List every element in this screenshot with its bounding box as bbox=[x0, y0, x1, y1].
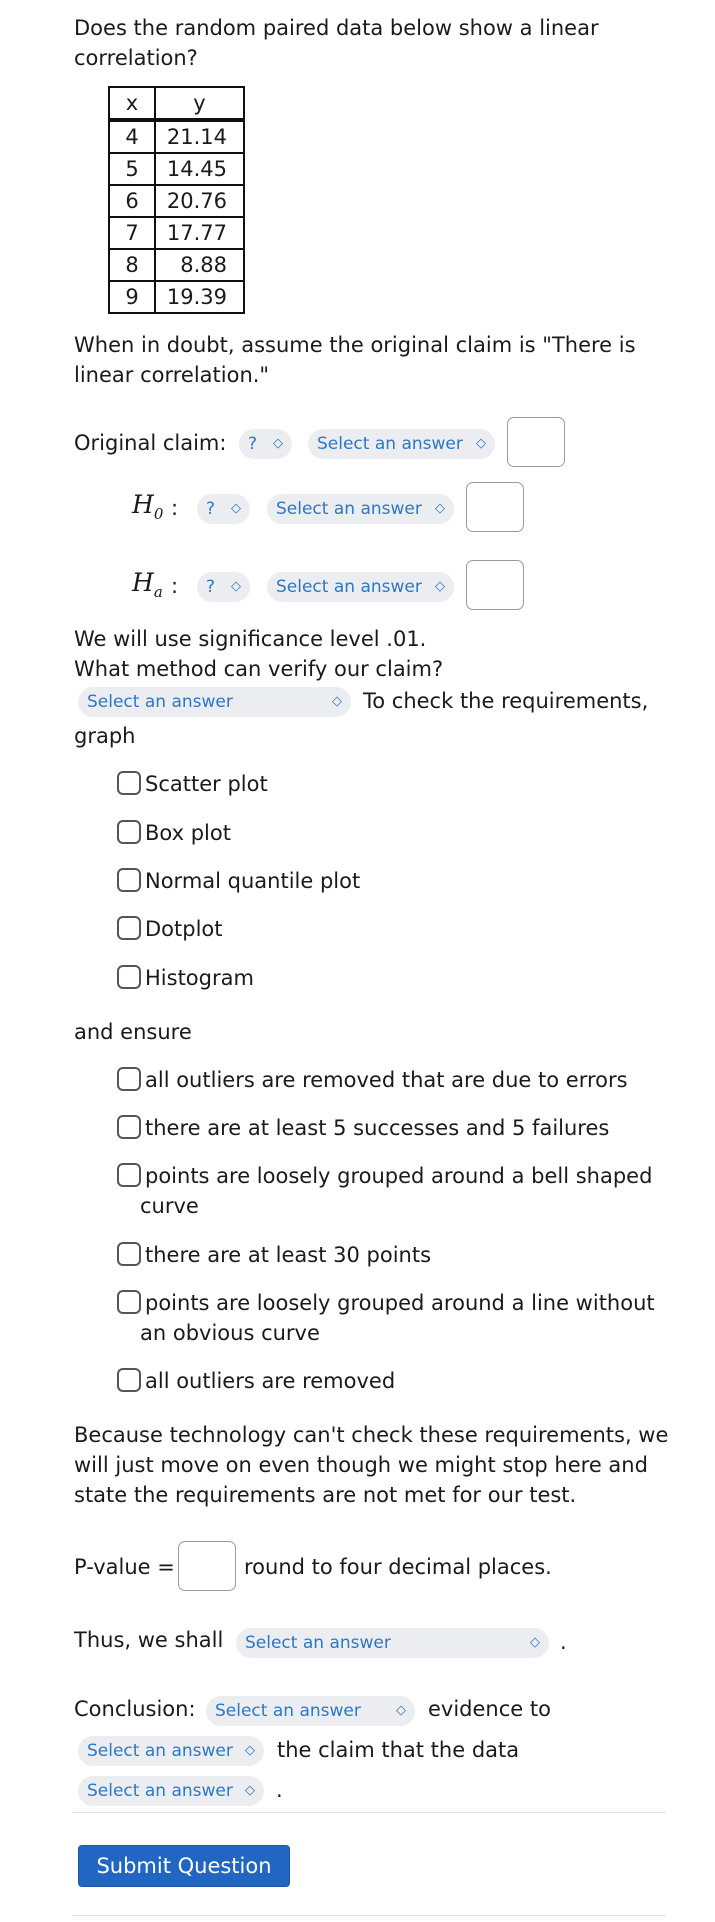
up-down-chevron-icon: ◇ bbox=[245, 1743, 255, 1758]
cell-y: 19.39 bbox=[155, 281, 244, 313]
up-down-chevron-icon: ◇ bbox=[435, 579, 445, 594]
table-header-row bbox=[109, 87, 244, 120]
decision-period: . bbox=[560, 1630, 567, 1654]
up-down-chevron-icon: ◇ bbox=[476, 436, 486, 451]
ha-operator-select[interactable] bbox=[197, 572, 250, 602]
cell-y: 17.77 bbox=[155, 217, 244, 249]
up-down-chevron-icon: ◇ bbox=[273, 436, 283, 451]
checkbox[interactable] bbox=[117, 1115, 141, 1139]
checkbox[interactable] bbox=[117, 771, 141, 795]
ensure-option-line-grouped[interactable] bbox=[117, 1288, 655, 1318]
ha-value-input[interactable] bbox=[466, 560, 524, 610]
cell-x: 4 bbox=[109, 120, 155, 153]
ensure-option-outliers-removed[interactable] bbox=[117, 1366, 395, 1396]
select-placeholder: Select an answer bbox=[276, 499, 422, 519]
h0-colon: : bbox=[171, 496, 179, 520]
checkbox-label-continued: curve bbox=[140, 1194, 199, 1218]
table-row bbox=[109, 217, 244, 249]
h0-value-input[interactable] bbox=[466, 482, 524, 532]
table-row bbox=[109, 185, 244, 217]
up-down-chevron-icon: ◇ bbox=[231, 501, 241, 516]
cell-y: 20.76 bbox=[155, 185, 244, 217]
select-placeholder: ? bbox=[206, 499, 216, 519]
checkbox[interactable] bbox=[117, 820, 141, 844]
p-value-instructions: round to four decimal places. bbox=[244, 1555, 552, 1579]
ha-answer-select[interactable] bbox=[267, 572, 454, 602]
cell-y: 21.14 bbox=[155, 120, 244, 153]
up-down-chevron-icon: ◇ bbox=[231, 579, 241, 594]
ha-colon: : bbox=[171, 574, 179, 598]
original-claim-answer-select[interactable] bbox=[308, 429, 495, 459]
up-down-chevron-icon: ◇ bbox=[396, 1703, 406, 1718]
decision-label: Thus, we shall bbox=[74, 1628, 224, 1652]
checkbox[interactable] bbox=[117, 1290, 141, 1314]
original-claim-label: Original claim: bbox=[74, 431, 227, 455]
checkbox[interactable] bbox=[117, 1242, 141, 1266]
data-table bbox=[108, 86, 245, 314]
cell-x: 6 bbox=[109, 185, 155, 217]
checkbox-label: Dotplot bbox=[145, 917, 223, 941]
checkbox-label: points are loosely grouped around a bell shaped bbox=[145, 1164, 653, 1188]
checkbox-label: Scatter plot bbox=[145, 772, 268, 796]
checkbox[interactable] bbox=[117, 1067, 141, 1091]
up-down-chevron-icon: ◇ bbox=[332, 694, 342, 709]
ha-label bbox=[132, 568, 163, 601]
checkbox-label: Box plot bbox=[145, 821, 231, 845]
up-down-chevron-icon: ◇ bbox=[530, 1635, 540, 1650]
requirements-intro: To check the requirements, bbox=[363, 689, 649, 713]
evidence-to-text: evidence to bbox=[428, 1697, 551, 1721]
checkbox[interactable] bbox=[117, 916, 141, 940]
section-divider bbox=[72, 1812, 666, 1813]
ha-symbol: H bbox=[132, 568, 154, 597]
original-claim-value-input[interactable] bbox=[507, 417, 565, 467]
select-placeholder: ? bbox=[206, 577, 216, 597]
graph-option-normal-quantile-plot[interactable] bbox=[117, 866, 360, 896]
table-row bbox=[109, 249, 244, 281]
significance-text: We will use significance level .01. bbox=[74, 627, 427, 651]
p-value-label: P-value = bbox=[74, 1555, 175, 1579]
ensure-option-bell-shaped[interactable] bbox=[117, 1161, 652, 1191]
cell-x: 7 bbox=[109, 217, 155, 249]
decision-select[interactable] bbox=[236, 1628, 549, 1658]
conclusion-period: . bbox=[276, 1778, 283, 1802]
ensure-option-thirty-points[interactable] bbox=[117, 1240, 431, 1270]
requirements-graph-label: graph bbox=[74, 724, 136, 748]
ha-subscript: a bbox=[153, 583, 163, 601]
select-placeholder: Select an answer bbox=[215, 1701, 361, 1721]
technology-note: Because technology can't check these requirements, we will just move on even though we might stop here and state the requirements are not met for our test. bbox=[74, 1423, 669, 1507]
ensure-option-outliers-errors[interactable] bbox=[117, 1065, 628, 1095]
checkbox[interactable] bbox=[117, 1163, 141, 1187]
checkbox-label: points are loosely grouped around a line without bbox=[145, 1291, 655, 1315]
graph-option-histogram[interactable] bbox=[117, 963, 254, 993]
submit-question-button[interactable]: Submit Question bbox=[78, 1845, 290, 1887]
column-header-x: x bbox=[109, 87, 155, 120]
cell-x: 9 bbox=[109, 281, 155, 313]
h0-operator-select[interactable] bbox=[197, 494, 250, 524]
h0-label bbox=[132, 490, 163, 523]
question-text: Does the random paired data below show a linear correlation? bbox=[74, 16, 599, 70]
original-claim-operator-select[interactable] bbox=[239, 429, 292, 459]
checkbox[interactable] bbox=[117, 1368, 141, 1392]
ensure-option-successes-failures[interactable] bbox=[117, 1113, 609, 1143]
claim-that-text: the claim that the data bbox=[277, 1738, 520, 1762]
h0-answer-select[interactable] bbox=[267, 494, 454, 524]
cell-x: 5 bbox=[109, 153, 155, 185]
bottom-divider bbox=[72, 1915, 666, 1916]
conclusion-support-select[interactable] bbox=[78, 1736, 264, 1766]
select-placeholder: ? bbox=[248, 434, 258, 454]
ensure-label: and ensure bbox=[74, 1020, 192, 1044]
method-question: What method can verify our claim? bbox=[74, 657, 444, 681]
graph-option-box-plot[interactable] bbox=[117, 818, 231, 848]
select-placeholder: Select an answer bbox=[87, 1741, 233, 1761]
column-header-y: y bbox=[155, 87, 244, 120]
table-row bbox=[109, 281, 244, 313]
checkbox-label: all outliers are removed that are due to errors bbox=[145, 1068, 628, 1092]
checkbox[interactable] bbox=[117, 868, 141, 892]
select-placeholder: Select an answer bbox=[87, 692, 233, 712]
checkbox-label: there are at least 30 points bbox=[145, 1243, 432, 1267]
checkbox-label: Normal quantile plot bbox=[145, 869, 361, 893]
method-select[interactable] bbox=[78, 687, 351, 717]
cell-x: 8 bbox=[109, 249, 155, 281]
table-row bbox=[109, 153, 244, 185]
h0-symbol: H bbox=[132, 490, 154, 519]
checkbox[interactable] bbox=[117, 965, 141, 989]
select-placeholder: Select an answer bbox=[87, 1781, 233, 1801]
checkbox-label: there are at least 5 successes and 5 failures bbox=[145, 1116, 610, 1140]
select-placeholder: Select an answer bbox=[245, 1633, 391, 1653]
conclusion-evidence-select[interactable] bbox=[206, 1696, 415, 1726]
up-down-chevron-icon: ◇ bbox=[435, 501, 445, 516]
table-row bbox=[109, 120, 244, 153]
cell-y: 14.45 bbox=[155, 153, 244, 185]
h0-subscript: 0 bbox=[153, 505, 164, 523]
cell-y: 8.88 bbox=[155, 249, 244, 281]
up-down-chevron-icon: ◇ bbox=[245, 1783, 255, 1798]
p-value-input[interactable] bbox=[178, 1541, 236, 1591]
conclusion-data-select[interactable] bbox=[78, 1776, 264, 1806]
checkbox-label: Histogram bbox=[145, 966, 254, 990]
select-placeholder: Select an answer bbox=[317, 434, 463, 454]
checkbox-label: all outliers are removed bbox=[145, 1369, 396, 1393]
graph-option-scatter-plot[interactable] bbox=[117, 769, 268, 799]
graph-option-dotplot[interactable] bbox=[117, 914, 223, 944]
select-placeholder: Select an answer bbox=[276, 577, 422, 597]
conclusion-label: Conclusion: bbox=[74, 1697, 196, 1721]
doubt-note: When in doubt, assume the original claim is "There is linear correlation." bbox=[74, 333, 636, 387]
checkbox-label-continued: an obvious curve bbox=[140, 1321, 320, 1345]
